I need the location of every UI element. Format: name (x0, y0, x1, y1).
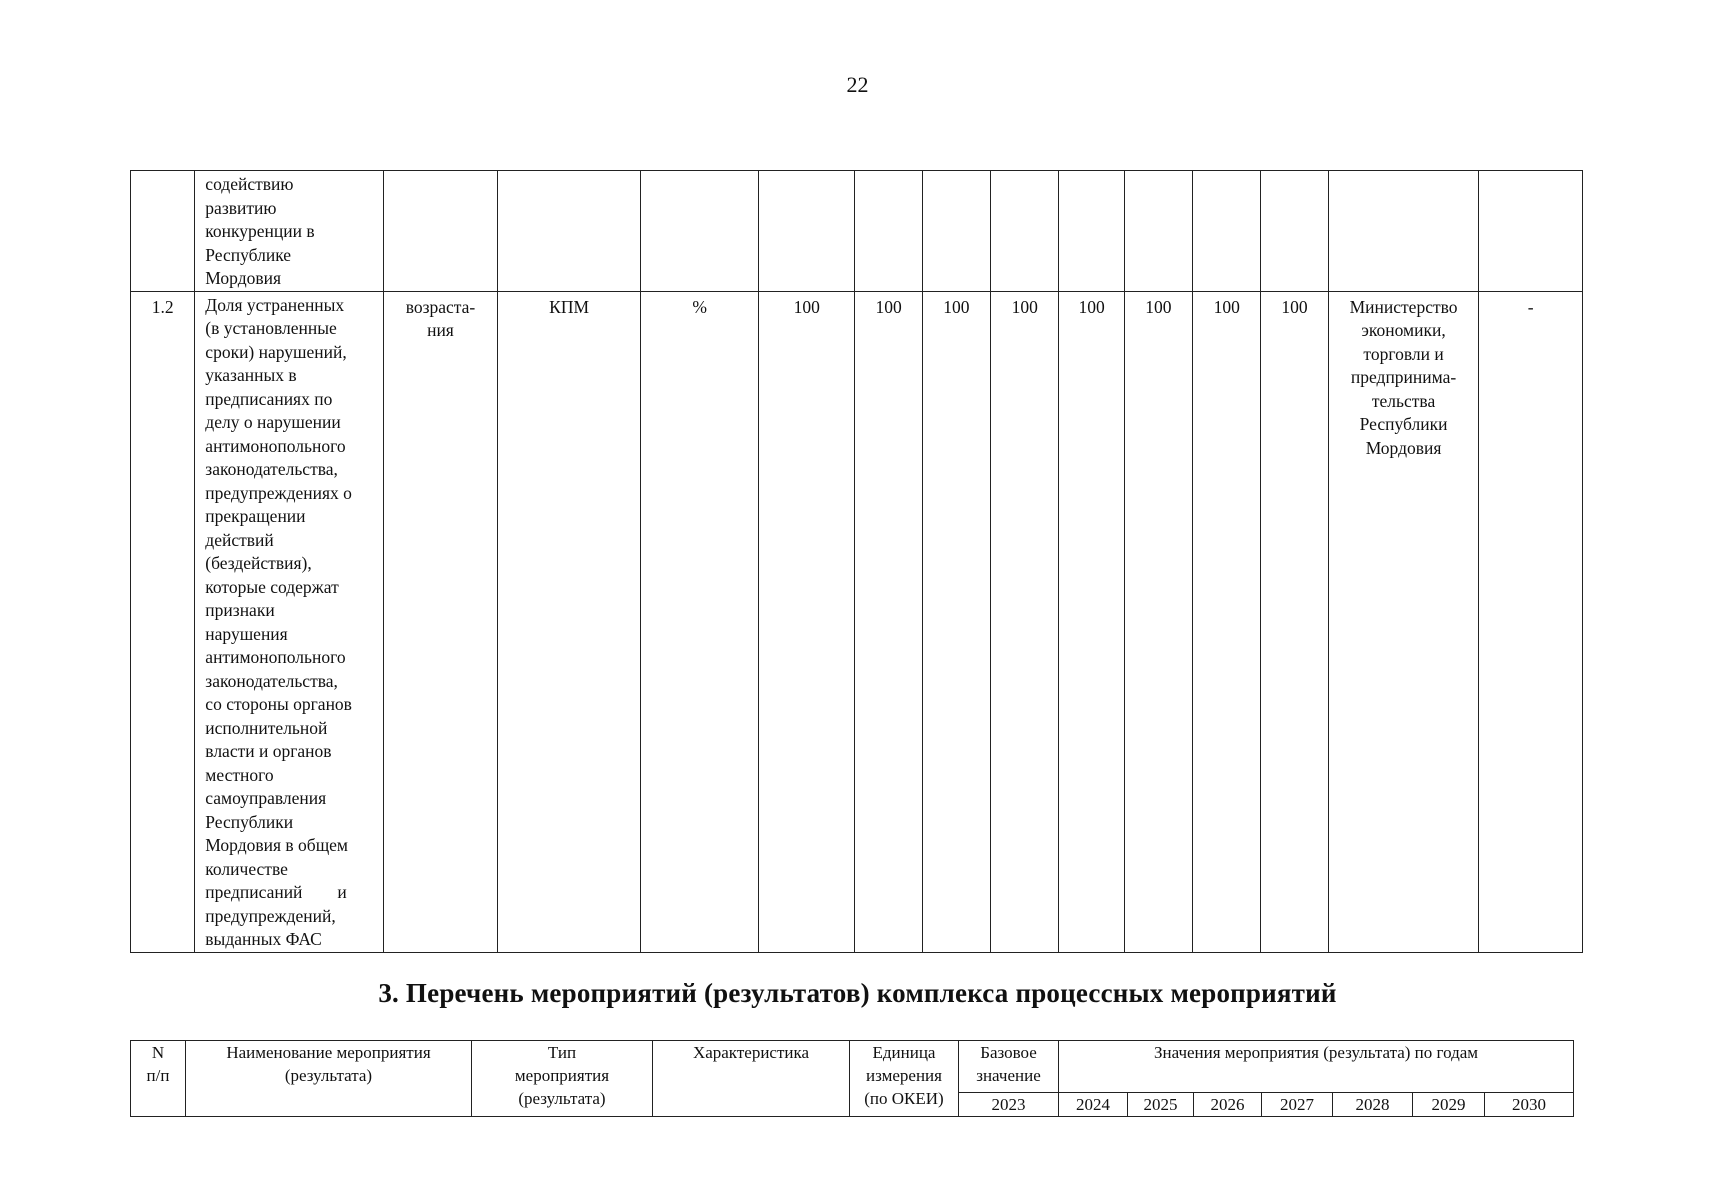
header-values-by-year: Значения мероприятия (результата) по годам (1059, 1041, 1574, 1093)
header-text: измерения (866, 1066, 942, 1085)
table-cell (922, 171, 990, 292)
indicator-name-line: развитию (205, 197, 277, 218)
indicator-name-line: самоуправления (205, 788, 327, 808)
indicator-name-line: Республике (205, 244, 292, 265)
indicator-name-line: местного (205, 764, 274, 785)
trend-cell (384, 291, 498, 952)
indicator-name-line: сроки) нарушений, (205, 341, 347, 362)
header-unit (850, 1041, 959, 1117)
indicator-name-line: конкуренции в (205, 221, 315, 241)
indicator-name-line: (в установленные (205, 318, 337, 338)
value-cell: 100 (991, 291, 1059, 952)
header-year: 2030 (1485, 1093, 1574, 1117)
header-text: N (151, 1043, 165, 1062)
table-row (131, 171, 1583, 292)
header-text: мероприятия (514, 1066, 610, 1085)
header-year: 2026 (1194, 1093, 1262, 1117)
section-title: 3. Перечень мероприятий (результатов) комплекса процессных мероприятий (378, 978, 1337, 1008)
header-text: Наименование мероприятия (226, 1043, 431, 1062)
value-cell: 100 (1193, 291, 1261, 952)
indicator-name-line: действий (205, 529, 274, 550)
header-year: 2024 (1059, 1093, 1128, 1117)
table-row (131, 291, 1583, 952)
indicator-name-line: предписаниях по (205, 388, 333, 409)
value-cell: 100 (1124, 291, 1192, 952)
indicator-name-line: предписаний и (205, 882, 347, 902)
row-number: 1.2 (131, 291, 195, 952)
indicator-name-line: прекращении (205, 506, 306, 526)
indicators-table (130, 170, 1583, 953)
indicator-name-line: указанных в (205, 365, 297, 385)
responsible-line: торговли и (1363, 343, 1444, 364)
table-cell (1124, 171, 1192, 292)
header-year: 2028 (1333, 1093, 1413, 1117)
table-cell (855, 171, 922, 292)
indicator-name-line: предупреждений, (205, 905, 336, 926)
header-text: (результата) (518, 1089, 606, 1108)
indicator-name-line: антимонопольного (205, 435, 346, 456)
table-cell (991, 171, 1059, 292)
indicator-name-line: власти и органов (205, 741, 332, 761)
indicator-name-line: антимонопольного (205, 647, 346, 667)
table-cell (641, 171, 759, 292)
value-cell: 100 (759, 291, 855, 952)
table-cell (759, 171, 855, 292)
trend-line: ния (427, 320, 454, 340)
link-cell: - (1479, 291, 1583, 952)
indicator-name-line: количестве (205, 858, 288, 879)
header-characteristic: Характеристика (653, 1041, 850, 1117)
table-cell (1059, 171, 1124, 292)
indicator-name-line: Мордовия в общем (205, 835, 349, 855)
indicator-name-line: признаки (205, 600, 275, 620)
header-number (131, 1041, 186, 1117)
indicator-name-line: выданных ФАС (205, 929, 322, 949)
measures-table-header (130, 1040, 1574, 1117)
indicator-name-line: Республики (205, 811, 294, 832)
indicator-name-line: законодательства, (205, 459, 338, 479)
value-cell: 100 (1059, 291, 1124, 952)
indicator-name-line: нарушения (205, 623, 288, 644)
table-header-row (131, 1041, 1574, 1093)
indicator-name-line: со стороны органов (205, 694, 352, 714)
table-cell (1193, 171, 1261, 292)
responsible-line: Республики (1359, 414, 1448, 434)
value-cell: 100 (922, 291, 990, 952)
indicator-type: КПМ (497, 291, 641, 952)
header-year: 2025 (1128, 1093, 1194, 1117)
indicator-name-line: содействию (205, 174, 294, 194)
header-text: (по ОКЕИ) (864, 1089, 944, 1108)
header-text: Единица (872, 1043, 936, 1062)
indicator-name-line: (бездействия), (205, 553, 312, 573)
header-type (472, 1041, 653, 1117)
indicator-name-line: законодательства, (205, 670, 338, 691)
header-text: значение (976, 1066, 1041, 1085)
indicator-name-line: Доля устраненных (205, 294, 345, 315)
header-text: п/п (146, 1066, 170, 1085)
header-text: (результата) (284, 1066, 373, 1085)
responsible-line: экономики, (1361, 320, 1446, 340)
indicator-name-line: предупреждениях о (205, 482, 352, 503)
header-year: 2027 (1262, 1093, 1333, 1117)
header-base-value (959, 1041, 1059, 1093)
header-text: Тип (547, 1043, 577, 1062)
table-cell (131, 171, 195, 292)
table-cell (1261, 171, 1328, 292)
indicator-name-line: которые содержат (205, 576, 339, 597)
indicator-name-cell (195, 291, 384, 952)
table-cell (384, 171, 498, 292)
indicator-name-line: Мордовия (205, 268, 282, 288)
indicator-name-cell (195, 171, 384, 292)
responsible-line: Мордовия (1365, 437, 1442, 458)
indicator-name-line: делу о нарушении (205, 412, 341, 432)
header-base-year: 2023 (959, 1093, 1059, 1117)
value-cell: 100 (855, 291, 922, 952)
header-year: 2029 (1413, 1093, 1485, 1117)
responsible-line: предпринима- (1350, 367, 1457, 387)
unit: % (641, 291, 759, 952)
responsible-line: Министерство (1349, 296, 1458, 317)
table-cell (497, 171, 641, 292)
page-number: 22 (846, 72, 869, 97)
table-cell (1328, 171, 1479, 292)
responsible-cell (1328, 291, 1479, 952)
indicator-name-line: исполнительной (205, 717, 328, 738)
value-cell: 100 (1261, 291, 1328, 952)
header-name (186, 1041, 472, 1117)
header-text: Базовое (980, 1043, 1037, 1062)
responsible-line: тельства (1371, 390, 1436, 411)
table-cell (1479, 171, 1583, 292)
trend-line: возраста- (405, 296, 476, 317)
